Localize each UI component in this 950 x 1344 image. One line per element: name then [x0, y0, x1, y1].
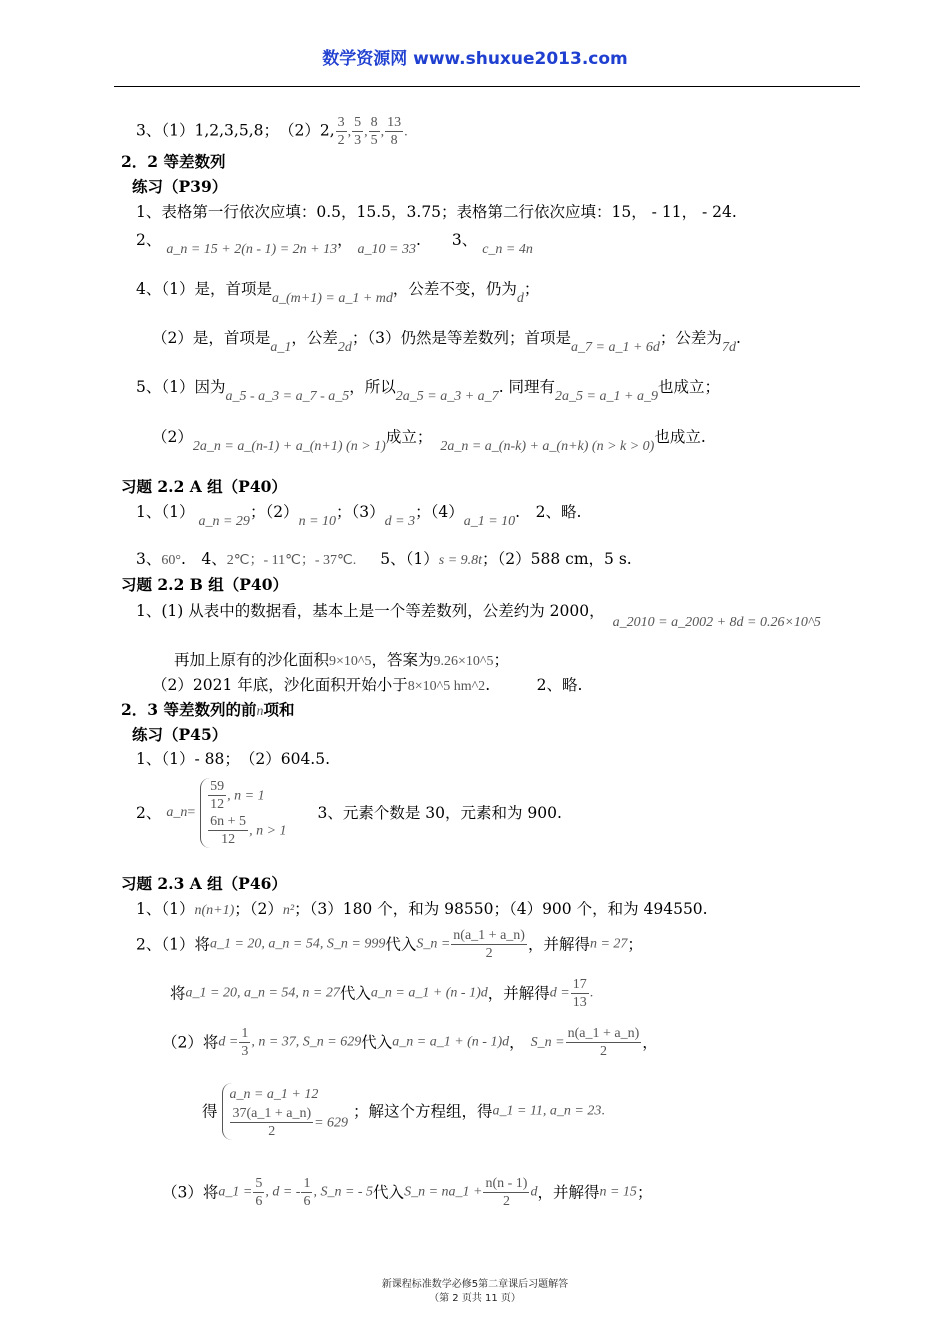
answer-line: 1、(1) 从表中的数据看，基本上是一个等差数列，公差约为 2000，a_2010 = a_2002 + 8d = 0.26×10^5: [136, 602, 821, 630]
formula: n(n+1): [194, 903, 235, 918]
answer-line: 1、（1）- 88； （2）604.5.: [136, 750, 331, 768]
subsection-heading: 习题 2.3 A 组（P46）: [121, 874, 287, 893]
fraction: $\frac{13}{8}$: [387, 115, 402, 148]
answer-line: 将a_1 = 20, a_n = 54, n = 27代入a_n = a_1 + (n - 1)d，并解得d = $\frac{17}{13}$ .: [170, 977, 594, 1010]
fraction: $\frac{5}{3}$: [354, 115, 362, 148]
formula: a_2010 = a_2002 + 8d = 0.26×10^5: [612, 615, 821, 630]
site-header[interactable]: 数学资源网 www.shuxue2013.com: [322, 49, 628, 69]
formula: n²: [282, 903, 295, 918]
footer-title: 新课程标准数学必修5第二章课后习题解答: [381, 1279, 569, 1290]
formula: a_10 = 33: [357, 242, 416, 257]
formula: a_5 - a_3 = a_7 - a_5: [225, 389, 350, 404]
formula: a_1: [270, 340, 292, 355]
formula: a_1 = 10: [463, 514, 516, 529]
formula: 2d: [337, 340, 352, 355]
piecewise-system: $\frac{59}{12}$ , n = 1 $\frac{6n + 5}{12}$ , n > 1: [200, 778, 286, 848]
section-heading: 2．2 等差数列: [121, 152, 226, 171]
answer-line: （2）2021 年底，沙化面积开始小于8×10^5 hm^2. 2、略.: [152, 676, 583, 694]
formula: c_n = 4n: [482, 242, 533, 257]
formula: a_7 = a_1 + 6d: [571, 340, 660, 355]
equation-system: a_n = a_1 + 12 $\frac{37(a\_1 + a\_n)}{2}$ = 629: [222, 1083, 348, 1140]
answer-line: 3、60°. 4、2℃；- 11℃；- 37℃. 5、（1）s = 9.8t；（2）588 cm，5 s.: [136, 550, 632, 568]
answer-line: 5、（1）因为a_5 - a_3 = a_7 - a_5，所以2a_5 = a_3 + a_7. 同理有2a_5 = a_1 + a_9也成立；: [136, 378, 720, 404]
formula: 60°: [161, 553, 181, 568]
answer-line: 得 a_n = a_1 + 12 $\frac{37(a\_1 + a\_n)}{2}$ = 629 ；解这个方程组，得a_1 = 11, a_n = 23.: [202, 1083, 605, 1140]
answer-line: 1、（1）n(n+1)；（2）n²；（3）180 个，和为 98550；（4）900 个，和为 494550.: [136, 900, 708, 918]
header-rule: [114, 86, 860, 87]
formula: a_1 = 20, a_n = 54, n = 27: [185, 985, 340, 1001]
subsection-heading: 习题 2.2 B 组（P40）: [121, 575, 288, 594]
subsection-heading: 练习（P45）: [132, 725, 228, 744]
section-heading: 2．3 等差数列的前n项和: [121, 700, 295, 719]
formula: s = 9.8t: [438, 553, 483, 568]
footer-page-number: （第 2 页共 11 页）: [429, 1293, 521, 1304]
answer-line: （2）是，首项是a_1，公差2d；（3）仍然是等差数列；首项是a_7 = a_1 + 6d；公差为7d.: [152, 329, 741, 355]
formula: 2a_n = a_(n-k) + a_(n+k) (n > k > 0): [440, 439, 655, 454]
answer-line: （3）将a_1 = $\frac{5}{6}$ , d = - $\frac{1}{6}$ , S_n = - 5代入S_n = na_1 + $\frac{n(n - 1)}{2}$ d，并解得n = 15；: [162, 1176, 653, 1209]
formula: 2a_5 = a_3 + a_7: [395, 389, 499, 404]
formula: d: [516, 291, 524, 306]
answer-line: 4、（1）是，首项是a_(m+1) = a_1 + md，公差不变，仍为d；: [136, 280, 540, 306]
subsection-heading: 练习（P39）: [132, 177, 228, 196]
answer-line: （2）将d = $\frac{1}{3}$ , n = 37, S_n = 629代入a_n = a_1 + (n - 1)d， S_n = $\frac{n(a\_1 + a\_n)}{2}$ ，: [162, 1026, 658, 1059]
formula: 9.26×10^5: [433, 654, 494, 669]
formula: 9×10^5: [329, 654, 372, 669]
formula: 2a_n = a_(n-1) + a_(n+1) (n > 1): [192, 439, 386, 454]
formula: a_n: [166, 805, 188, 820]
answer-text: 3、（1）1,2,3,5,8； （2）2,: [136, 121, 335, 140]
formula: 2a_5 = a_1 + a_9: [555, 389, 658, 404]
answer-line: 2、 a_n= $\frac{59}{12}$ , n = 1 $\frac{6n + 5}{12}$ , n > 1 3、元素个数是 30，元素和为 900.: [136, 779, 562, 847]
formula: a_n = 29: [198, 514, 250, 529]
answer-line: 2、 a_n = 15 + 2(n - 1) = 2n + 13， a_10 = 33. 3、 c_n = 4n: [136, 231, 533, 257]
formula: a_(m+1) = a_1 + md: [271, 291, 393, 306]
answer-line: 3、（1）1,2,3,5,8； （2）2, $\frac{3}{2}$ , $\frac{5}{3}$ , $\frac{8}{5}$ , $\frac{13}{8}$ .: [136, 115, 408, 148]
formula: a_n = 15 + 2(n - 1) = 2n + 13: [166, 242, 338, 257]
answer-line: 再加上原有的沙化面积9×10^5，答案为9.26×10^5；: [174, 651, 509, 669]
formula: a_1 = 20, a_n = 54, S_n = 999: [209, 936, 386, 952]
answer-line: （2）2a_n = a_(n-1) + a_(n+1) (n > 1)成立；2a_n = a_(n-k) + a_(n+k) (n > k > 0)也成立.: [152, 428, 706, 454]
fraction: $\frac{8}{5}$: [370, 115, 378, 148]
fraction: $\frac{3}{2}$: [337, 115, 345, 148]
subsection-heading: 习题 2.2 A 组（P40）: [121, 477, 287, 496]
formula: d = 3: [384, 514, 416, 529]
formula: 7d: [721, 340, 736, 355]
answer-line: 1、表格第一行依次应填：0.5，15.5，3.75；表格第二行依次应填：15， - 11， - 24.: [136, 203, 737, 221]
answer-line: 2、（1）将a_1 = 20, a_n = 54, S_n = 999代入S_n = $\frac{n(a\_1 + a\_n)}{2}$ ，并解得n = 27；: [136, 928, 643, 961]
formula: n = 10: [298, 514, 337, 529]
formula: 2℃；- 11℃；- 37℃.: [226, 553, 357, 568]
formula: a_1 = 11, a_n = 23: [492, 1103, 602, 1119]
formula: 8×10^5 hm^2: [407, 679, 486, 694]
answer-line: 1、（1）a_n = 29；（2）n = 10；（3）d = 3；（4）a_1 = 10. 2、略.: [136, 503, 582, 529]
